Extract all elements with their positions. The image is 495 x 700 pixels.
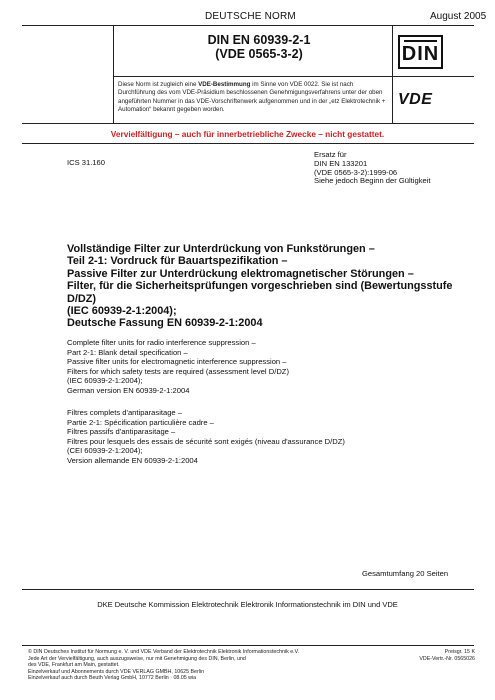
title-french: [67, 408, 407, 466]
vde-note: [118, 81, 388, 115]
replacement-line: (VDE 0565-3-2):1999-06: [314, 167, 398, 177]
din-logo: [398, 35, 443, 69]
title-line: Teil 2-1: Vordruck für Bauartspezifikation –: [67, 255, 288, 268]
title-line: Vollständige Filter zur Unterdrückung von Funkstörungen –: [67, 243, 375, 255]
title-line: (IEC 60939-2-1:2004);: [67, 305, 177, 318]
footer-line: Jede Art der Vervielfältigung, auch auszugsweise, nur mit Genehmigung des DIN, Berlin, und: [28, 655, 246, 662]
title-line: (CEI 60939-2-1:2004);: [67, 446, 143, 456]
title-line: Passive Filter zur Unterdrückung elektromagnetischer Störungen –: [67, 267, 414, 280]
header-bottom-rule: [22, 123, 474, 124]
replacement-info: [314, 151, 431, 186]
top-rule: [22, 25, 474, 26]
vde-note-bold: VDE-Bestimmung: [198, 81, 251, 88]
dke-top-rule: [22, 589, 474, 590]
title-line: Filtres pour lesquels des essais de sécurité sont exigés (niveau d'assurance D/DZ): [67, 436, 345, 446]
title-line: German version EN 60939-2-1:2004: [67, 385, 190, 395]
replacement-line: DIN EN 133201: [314, 158, 368, 168]
vde-note-prefix: Diese Norm ist zugleich eine: [118, 81, 199, 88]
left-divider: [113, 25, 114, 123]
title-line: Filters for which safety tests are required (assessment level D/DZ): [67, 366, 289, 376]
footer-line: Einzelverkauf auch durch Beuth Verlag GmbH, 10772 Berlin · 08.05 wia: [28, 675, 197, 682]
warning-rule: [22, 143, 474, 144]
vde-note-rest: im Sinne von VDE 0022. Sie ist nach Durchführung des vom VDE-Präsidium beschlossenen Genehmigungsverfahrens unter der oben angeführten Nummer in das VDE-Vorschriftenwerk aufgenommen und in der „etz Elektrotechnik + Automation“ bekannt gegeben worden.: [118, 81, 386, 114]
vde-number: (VDE 0565-3-2): [215, 47, 303, 61]
header-label: DEUTSCHE NORM: [205, 11, 296, 22]
title-line: (IEC 60939-2-1:2004);: [67, 376, 143, 386]
footer-line: des VDE, Frankfurt am Main, gestattet.: [28, 662, 120, 669]
title-german: [67, 243, 453, 330]
title-line: Deutsche Fassung EN 60939-2-1:2004: [67, 317, 263, 330]
replacement-line: Siehe jedoch Beginn der Gültigkeit: [314, 176, 431, 186]
title-line: Passive filter units for electromagnetic interference suppression –: [67, 357, 287, 367]
din-logo-text: DIN: [401, 43, 440, 65]
dke-line: DKE Deutsche Kommission Elektrotechnik Elektronik Informationstechnik im DIN und VDE: [97, 600, 398, 609]
vde-logo: VDE: [398, 91, 433, 108]
footer-line: Einzelverkauf und Abonnements durch VDE VERLAG GMBH, 10625 Berlin: [28, 668, 205, 675]
title-line: Part 2-1: Blank detail specification –: [67, 347, 188, 357]
price-group: Preisgr. 15 K: [444, 649, 475, 655]
footer-copyright: [28, 649, 368, 682]
title-line: Filtres passifs d'antiparasitage –: [67, 427, 176, 437]
footer-rule: [22, 645, 474, 646]
title-line: Filtres complets d'antiparasitage –: [67, 408, 182, 417]
replacement-line: Ersatz für: [314, 150, 347, 159]
title-line: Partie 2-1: Spécification particulière cadre –: [67, 417, 214, 427]
title-line: D/DZ): [67, 292, 97, 305]
right-divider: [392, 25, 393, 123]
footer-price: [405, 649, 475, 662]
title-line: Filter, für die Sicherheitsprüfungen vorgeschrieben sind (Bewertungsstufe: [67, 280, 453, 293]
footer-line: © DIN Deutsches Institut für Normung e. V. und VDE Verband der Elektrotechnik Elektronik Informationstechnik e.V.: [28, 649, 300, 655]
document-number-block: [150, 33, 368, 61]
copy-warning: Vervielfältigung – auch für innerbetriebliche Zwecke – nicht gestattet.: [110, 129, 385, 139]
title-line: Complete filter units for radio interference suppression –: [67, 338, 256, 347]
vde-distribution-number: VDE-Vertr.-Nr. 0565026: [419, 655, 475, 662]
ics-code: ICS 31.160: [67, 158, 105, 167]
title-english: [67, 338, 407, 396]
header-date: August 2005: [430, 11, 487, 22]
document-number: DIN EN 60939-2-1: [207, 33, 311, 47]
title-line: Version allemande EN 60939-2-1:2004: [67, 455, 198, 465]
mid-rule: [113, 76, 474, 77]
total-pages: Gesamtumfang 20 Seiten: [362, 569, 449, 578]
